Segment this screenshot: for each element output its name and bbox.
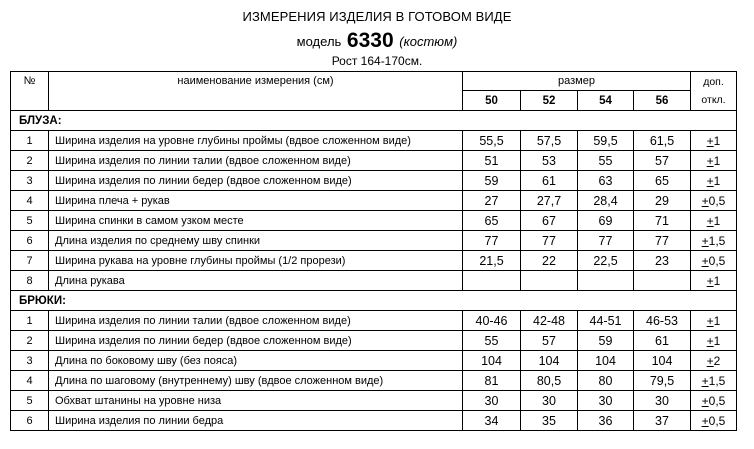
size-value-52: 80,5	[521, 371, 578, 391]
tolerance-number: 1	[713, 313, 721, 328]
size-value-52: 67	[521, 211, 578, 231]
measurement-name: Длина по шаговому (внутреннему) шву (вдвое сложенном виде)	[49, 371, 463, 391]
size-value-56: 71	[634, 211, 691, 231]
tolerance-number: 1	[713, 133, 721, 148]
section-row	[11, 111, 737, 131]
row-number: 3	[11, 351, 49, 371]
section-title: БЛУЗА:	[11, 111, 737, 131]
size-value-54: 80	[578, 371, 634, 391]
size-value-50	[463, 271, 521, 291]
size-value-50: 81	[463, 371, 521, 391]
tolerance-number: 2	[713, 353, 721, 368]
model-line	[0, 28, 754, 55]
plus-minus-sign: +	[706, 173, 714, 188]
size-value-52: 77	[521, 231, 578, 251]
row-number: 1	[11, 131, 49, 151]
table-row	[11, 191, 737, 211]
size-value-56: 61,5	[634, 131, 691, 151]
size-value-54: 104	[578, 351, 634, 371]
tolerance-value	[691, 391, 737, 411]
row-number: 4	[11, 371, 49, 391]
table-row	[11, 371, 737, 391]
row-number: 7	[11, 251, 49, 271]
plus-minus-sign: +	[706, 133, 714, 148]
size-value-50: 59	[463, 171, 521, 191]
row-number: 5	[11, 391, 49, 411]
row-number: 2	[11, 151, 49, 171]
size-value-54: 36	[578, 411, 634, 431]
header-name: наименование измерения (см)	[49, 72, 463, 111]
table-row	[11, 331, 737, 351]
size-value-50: 51	[463, 151, 521, 171]
size-value-50: 27	[463, 191, 521, 211]
measurement-name: Ширина изделия по линии бедра	[49, 411, 463, 431]
table-row	[11, 271, 737, 291]
page-title: ИЗМЕРЕНИЯ ИЗДЕЛИЯ В ГОТОВОМ ВИДЕ	[242, 9, 512, 24]
model-prefix: модель	[296, 34, 342, 49]
measurement-name: Ширина изделия по линии талии (вдвое сложенном виде)	[49, 311, 463, 331]
size-value-56: 79,5	[634, 371, 691, 391]
tolerance-number: 1	[713, 153, 721, 168]
tolerance-number: 1	[713, 273, 721, 288]
size-value-54: 22,5	[578, 251, 634, 271]
plus-minus-sign: +	[701, 393, 709, 408]
table-row	[11, 171, 737, 191]
size-value-56: 37	[634, 411, 691, 431]
size-value-50: 21,5	[463, 251, 521, 271]
size-value-52: 61	[521, 171, 578, 191]
measurement-name: Длина по боковому шву (без пояса)	[49, 351, 463, 371]
tolerance-value	[691, 131, 737, 151]
measurement-name: Ширина изделия по линии талии (вдвое сложенном виде)	[49, 151, 463, 171]
tolerance-value	[691, 231, 737, 251]
plus-minus-sign: +	[701, 413, 709, 428]
measurement-name: Обхват штанины на уровне низа	[49, 391, 463, 411]
height-range: Рост 164-170см.	[331, 54, 423, 68]
plus-minus-sign: +	[701, 373, 709, 388]
table-row	[11, 411, 737, 431]
size-value-52: 30	[521, 391, 578, 411]
section-row	[11, 291, 737, 311]
header-size: размер	[463, 72, 691, 91]
tolerance-value	[691, 411, 737, 431]
tolerance-number: 0,5	[708, 393, 726, 408]
tolerance-value	[691, 251, 737, 271]
row-number: 8	[11, 271, 49, 291]
size-value-56: 29	[634, 191, 691, 211]
table-row	[11, 211, 737, 231]
row-number: 4	[11, 191, 49, 211]
tolerance-value	[691, 331, 737, 351]
size-value-50: 65	[463, 211, 521, 231]
measurement-name: Ширина рукава на уровне глубины проймы (1/2 прорези)	[49, 251, 463, 271]
tolerance-number: 1	[713, 333, 721, 348]
size-value-52: 42-48	[521, 311, 578, 331]
plus-minus-sign: +	[706, 273, 714, 288]
header-row	[11, 72, 737, 91]
size-value-52	[521, 271, 578, 291]
size-value-56: 23	[634, 251, 691, 271]
table-row	[11, 391, 737, 411]
size-value-54	[578, 271, 634, 291]
size-value-56: 46-53	[634, 311, 691, 331]
measurement-name: Ширина плеча + рукав	[49, 191, 463, 211]
table-row	[11, 131, 737, 151]
tolerance-value	[691, 171, 737, 191]
row-number: 2	[11, 331, 49, 351]
size-value-54: 28,4	[578, 191, 634, 211]
size-value-56	[634, 271, 691, 291]
plus-minus-sign: +	[706, 353, 714, 368]
size-value-56: 57	[634, 151, 691, 171]
size-value-52: 57	[521, 331, 578, 351]
size-value-56: 30	[634, 391, 691, 411]
size-value-56: 77	[634, 231, 691, 251]
measurement-name: Ширина спинки в самом узком месте	[49, 211, 463, 231]
size-value-56: 65	[634, 171, 691, 191]
row-number: 5	[11, 211, 49, 231]
size-value-52: 35	[521, 411, 578, 431]
header-tolerance: доп. откл.	[691, 72, 737, 111]
size-value-54: 77	[578, 231, 634, 251]
measurement-name: Длина изделия по среднему шву спинки	[49, 231, 463, 251]
size-value-54: 59,5	[578, 131, 634, 151]
table-row	[11, 351, 737, 371]
tolerance-number: 0,5	[708, 413, 726, 428]
size-value-50: 40-46	[463, 311, 521, 331]
size-value-54: 55	[578, 151, 634, 171]
plus-minus-sign: +	[706, 153, 714, 168]
size-value-52: 27,7	[521, 191, 578, 211]
plus-minus-sign: +	[701, 233, 709, 248]
tolerance-value	[691, 371, 737, 391]
plus-minus-sign: +	[706, 333, 714, 348]
size-value-54: 69	[578, 211, 634, 231]
plus-minus-sign: +	[706, 213, 714, 228]
size-value-50: 55	[463, 331, 521, 351]
row-number: 6	[11, 411, 49, 431]
size-56: 56	[634, 91, 691, 111]
plus-minus-sign: +	[706, 313, 714, 328]
table-row	[11, 311, 737, 331]
size-value-54: 30	[578, 391, 634, 411]
tolerance-number: 1	[713, 173, 721, 188]
size-value-50: 77	[463, 231, 521, 251]
table-row	[11, 231, 737, 251]
model-kind: (костюм)	[399, 34, 458, 49]
size-value-52: 22	[521, 251, 578, 271]
tolerance-value	[691, 271, 737, 291]
plus-minus-sign: +	[701, 193, 709, 208]
size-50: 50	[463, 91, 521, 111]
tolerance-value	[691, 151, 737, 171]
measurement-table	[10, 71, 737, 431]
size-value-52: 104	[521, 351, 578, 371]
row-number: 6	[11, 231, 49, 251]
size-value-50: 55,5	[463, 131, 521, 151]
tolerance-number: 0,5	[708, 193, 726, 208]
size-value-50: 34	[463, 411, 521, 431]
size-54: 54	[578, 91, 634, 111]
size-value-56: 61	[634, 331, 691, 351]
section-title: БРЮКИ:	[11, 291, 737, 311]
measurement-name: Ширина изделия по линии бедер (вдвое сложенном виде)	[49, 331, 463, 351]
size-value-54: 63	[578, 171, 634, 191]
measurement-name: Ширина изделия на уровне глубины проймы (вдвое сложенном виде)	[49, 131, 463, 151]
size-value-54: 44-51	[578, 311, 634, 331]
measurement-name: Длина рукава	[49, 271, 463, 291]
tolerance-number: 1	[713, 213, 721, 228]
plus-minus-sign: +	[701, 253, 709, 268]
size-value-56: 104	[634, 351, 691, 371]
tolerance-value	[691, 351, 737, 371]
row-number: 1	[11, 311, 49, 331]
tolerance-value	[691, 191, 737, 211]
size-value-52: 57,5	[521, 131, 578, 151]
table-row	[11, 251, 737, 271]
tolerance-number: 0,5	[708, 253, 726, 268]
model-number: 6330	[346, 29, 394, 52]
header-num: №	[11, 72, 49, 111]
measurement-name: Ширина изделия по линии бедер (вдвое сложенном виде)	[49, 171, 463, 191]
table-row	[11, 151, 737, 171]
size-value-52: 53	[521, 151, 578, 171]
tolerance-number: 1,5	[708, 373, 726, 388]
tolerance-number: 1,5	[708, 233, 726, 248]
size-value-50: 104	[463, 351, 521, 371]
row-number: 3	[11, 171, 49, 191]
size-value-54: 59	[578, 331, 634, 351]
size-value-50: 30	[463, 391, 521, 411]
size-52: 52	[521, 91, 578, 111]
tolerance-value	[691, 211, 737, 231]
tolerance-value	[691, 311, 737, 331]
